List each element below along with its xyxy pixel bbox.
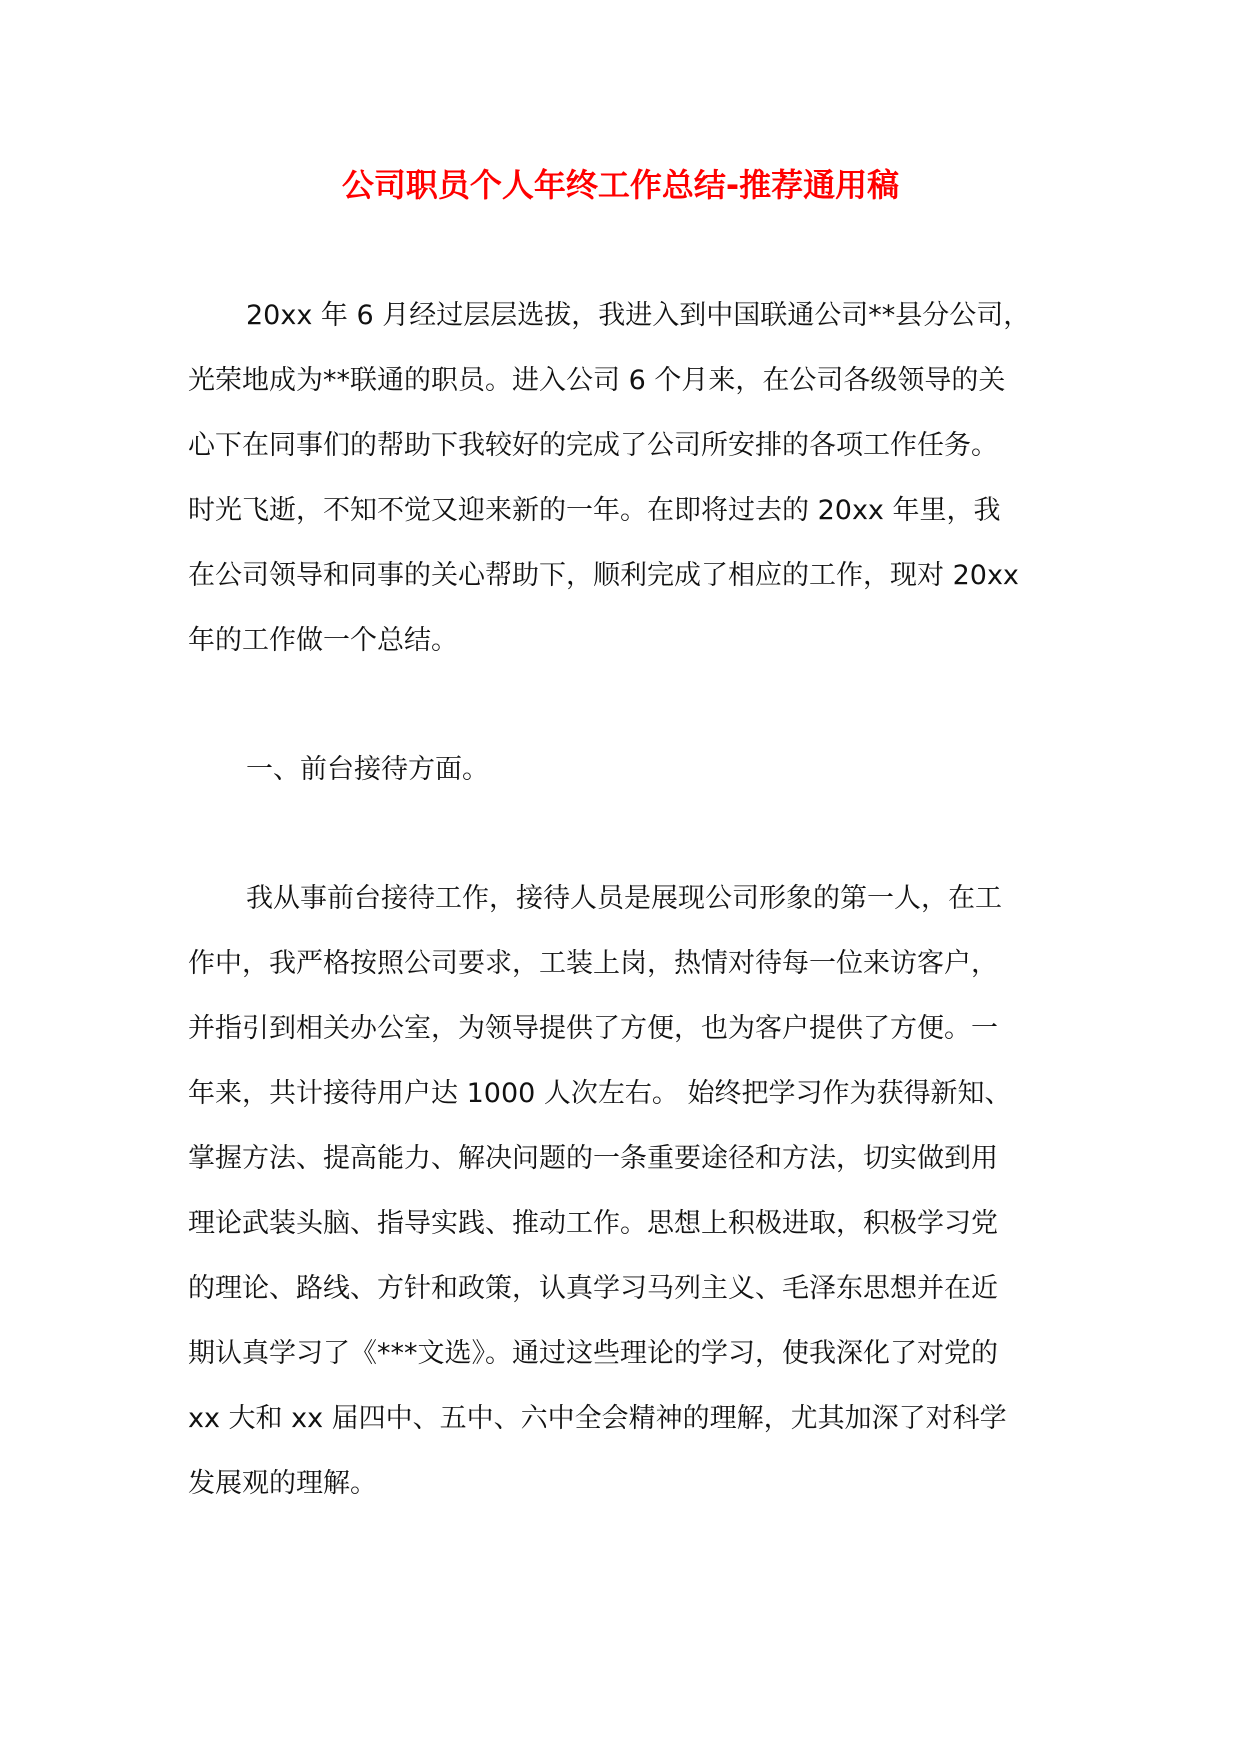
text-line: 并指引到相关办公室，为领导提供了方便，也为客户提供了方便。一 bbox=[188, 1013, 998, 1044]
paragraph-reception bbox=[188, 866, 1078, 1516]
document-title: 公司职员个人年终工作总结-推荐通用稿 bbox=[341, 166, 900, 204]
text-line: 20xx 年 6 月经过层层选拔，我进入到中国联通公司**县分公司， bbox=[246, 300, 1031, 331]
text-line: xx 大和 xx 届四中、五中、六中全会精神的理解，尤其加深了对科学 bbox=[188, 1403, 1007, 1434]
text-line: 的理论、路线、方针和政策，认真学习马列主义、毛泽东思想并在近 bbox=[188, 1273, 998, 1304]
text-line: 我从事前台接待工作，接待人员是展现公司形象的第一人，在工 bbox=[246, 883, 1002, 914]
text-line: 心下在同事们的帮助下我较好的完成了公司所安排的各项工作任务。 bbox=[188, 430, 998, 461]
text-line: 一、前台接待方面。 bbox=[246, 754, 489, 785]
text-line: 作中，我严格按照公司要求，工装上岗，热情对待每一位来访客户， bbox=[188, 948, 998, 979]
paragraph-intro bbox=[188, 283, 1078, 673]
text-line: 年的工作做一个总结。 bbox=[188, 625, 458, 656]
text-line: 发展观的理解。 bbox=[188, 1468, 377, 1499]
text-line: 在公司领导和同事的关心帮助下，顺利完成了相应的工作，现对 20xx bbox=[188, 560, 1019, 591]
text-line: 掌握方法、提高能力、解决问题的一条重要途径和方法，切实做到用 bbox=[188, 1143, 998, 1174]
section-heading-reception bbox=[188, 737, 1078, 802]
text-line: 理论武装头脑、指导实践、推动工作。思想上积极进取，积极学习党 bbox=[188, 1208, 998, 1239]
text-line: 光荣地成为**联通的职员。进入公司 6 个月来，在公司各级领导的关 bbox=[188, 365, 1006, 396]
text-line: 期认真学习了《***文选》。通过这些理论的学习，使我深化了对党的 bbox=[188, 1338, 998, 1369]
text-line: 年来，共计接待用户达 1000 人次左右。 始终把学习作为获得新知、 bbox=[188, 1078, 1012, 1109]
text-line: 时光飞逝，不知不觉又迎来新的一年。在即将过去的 20xx 年里，我 bbox=[188, 495, 1001, 526]
